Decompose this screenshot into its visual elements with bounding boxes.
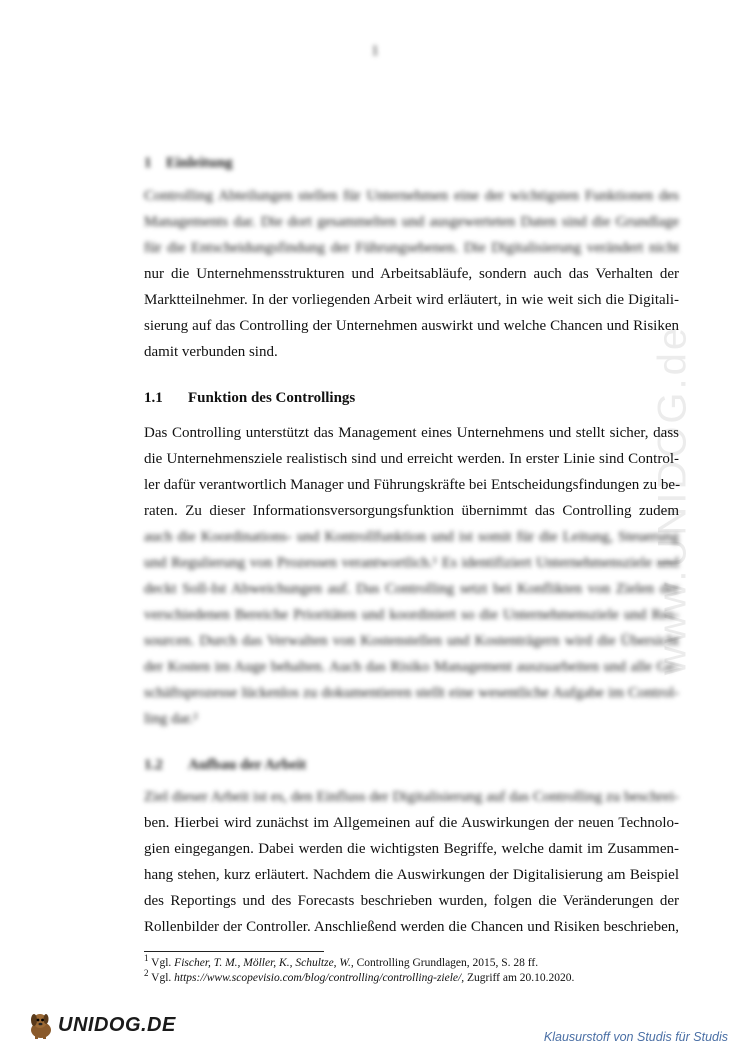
paragraph-controlling-function xyxy=(144,420,679,732)
page-number: 1 xyxy=(371,43,379,59)
footnote-2 xyxy=(144,968,684,986)
paragraph-structure xyxy=(144,784,679,940)
text-line: deckt Soll-Ist Abweichungen auf. Das Controlling setzt bei Konflikten von Zielen der xyxy=(144,581,679,597)
text-line: raten. Zu dieser Informationsversorgungsfunktion übernimmt das Controlling zudem xyxy=(144,503,679,519)
text-line: für die Entscheidungsfindung der Führungsebenen. Die Digitalisierung verändert nicht xyxy=(144,240,679,256)
footnote-1 xyxy=(144,953,684,971)
section-title: Einleitung xyxy=(166,155,233,171)
footnote-prefix: Vgl. xyxy=(151,972,172,984)
section-title: Funktion des Controllings xyxy=(188,390,356,406)
footnote-prefix: Vgl. xyxy=(151,957,172,969)
text-line: Rollenbilder der Controller. Anschließend werden die Chancen und Risiken beschrieben, xyxy=(144,919,679,935)
watermark: www.UNIDOG.de xyxy=(650,324,695,676)
text-line: Marktteilnehmer. In der vorliegenden Arbeit wird erläutert, in wie weit sich die Digitali- xyxy=(144,292,679,308)
section-number: 1.2 xyxy=(144,757,163,773)
text-line: hang stehen, kurz erläutert. Nachdem die Auswirkungen der Digitalisierung am Beispiel xyxy=(144,867,679,883)
section-1-1-heading xyxy=(144,385,679,411)
text-line: sourcen. Durch das Verwalten von Kostenstellen und Kostenträgern wird die Übersicht xyxy=(144,633,679,649)
dog-icon xyxy=(26,1010,56,1040)
text-line: verschiedenen Bereiche Prioritäten und koordiniert so die Unternehmensziele und Res- xyxy=(144,607,679,623)
text-line: ben. Hierbei wird zunächst im Allgemeinen auf die Auswirkungen der neuen Technolo- xyxy=(144,815,679,831)
section-1-heading xyxy=(144,150,679,176)
text-line: gien eingegangen. Dabei werden die wichtigsten Begriffe, welche damit im Zusammen- xyxy=(144,841,679,857)
footnote-access-date: Zugriff am 20.10.2020. xyxy=(466,972,575,984)
text-line: damit verbunden sind. xyxy=(144,344,278,360)
paragraph-introduction xyxy=(144,183,679,365)
text-line: und Regulierung von Prozessen verantwortlich.¹ Es identifiziert Unternehmensziele und xyxy=(144,555,679,571)
footnote-mark: 1 xyxy=(144,953,149,964)
section-1-2-heading xyxy=(144,752,679,778)
text-line: schäftsprozesse lückenlos zu dokumentieren stellt eine wesentliche Aufgabe im Control- xyxy=(144,685,679,701)
text-line: nur die Unternehmensstrukturen und Arbeitsabläufe, sondern auch das Verhalten der xyxy=(144,266,679,282)
text-line: der Kosten im Auge behalten. Auch das Risiko Management auszuarbeiten und alle Ge- xyxy=(144,659,679,675)
text-line: Managements dar. Die dort gesammelten und ausgewerteten Daten sind die Grundlage xyxy=(144,214,679,230)
logo-text: UNIDOG.DE xyxy=(58,1013,176,1036)
footnote-authors: Fischer, T. M., Möller, K., Schultze, W., xyxy=(174,957,354,969)
section-number: 1.1 xyxy=(144,390,163,406)
text-line: Das Controlling unterstützt das Management eines Unternehmens und stellt sicher, dass xyxy=(144,425,679,441)
footnotes xyxy=(144,953,684,986)
footnote-source: Controlling Grundlagen, 2015, S. 28 ff. xyxy=(356,957,539,969)
section-title: Aufbau der Arbeit xyxy=(188,757,307,773)
footnote-mark: 2 xyxy=(144,968,149,979)
text-line: sierung auf das Controlling der Unternehmen auswirkt und welche Chancen und Risiken xyxy=(144,318,679,334)
footnote-divider xyxy=(144,951,324,952)
section-number: 1 xyxy=(144,155,152,171)
text-line: ler dafür verantwortlich Manager und Führungskräfte bei Entscheidungsfindungen zu be- xyxy=(144,477,681,493)
tagline: Klausurstoff von Studis für Studis xyxy=(543,1030,728,1044)
text-line: Ziel dieser Arbeit ist es, den Einfluss der Digitalisierung auf das Controlling zu beschrei- xyxy=(144,789,679,805)
document-body xyxy=(144,150,679,940)
text-line: die Unternehmensziele realistisch sind und erreicht werden. In erster Linie sind Control- xyxy=(144,451,679,467)
text-line: Controlling Abteilungen stellen für Unternehmen eine der wichtigsten Funktionen des xyxy=(144,188,679,204)
footnote-url[interactable]: https://www.scopevisio.com/blog/controlling/controlling-ziele/, xyxy=(174,972,465,984)
text-line: auch die Koordinations- und Kontrollfunktion und ist somit für die Leitung, Steuerung xyxy=(144,529,679,545)
text-line: des Reportings und des Forecasts beschrieben wurden, folgen die Veränderungen der xyxy=(144,893,679,909)
unidog-logo[interactable] xyxy=(26,1010,176,1040)
text-line: ling dar.² xyxy=(144,711,198,727)
